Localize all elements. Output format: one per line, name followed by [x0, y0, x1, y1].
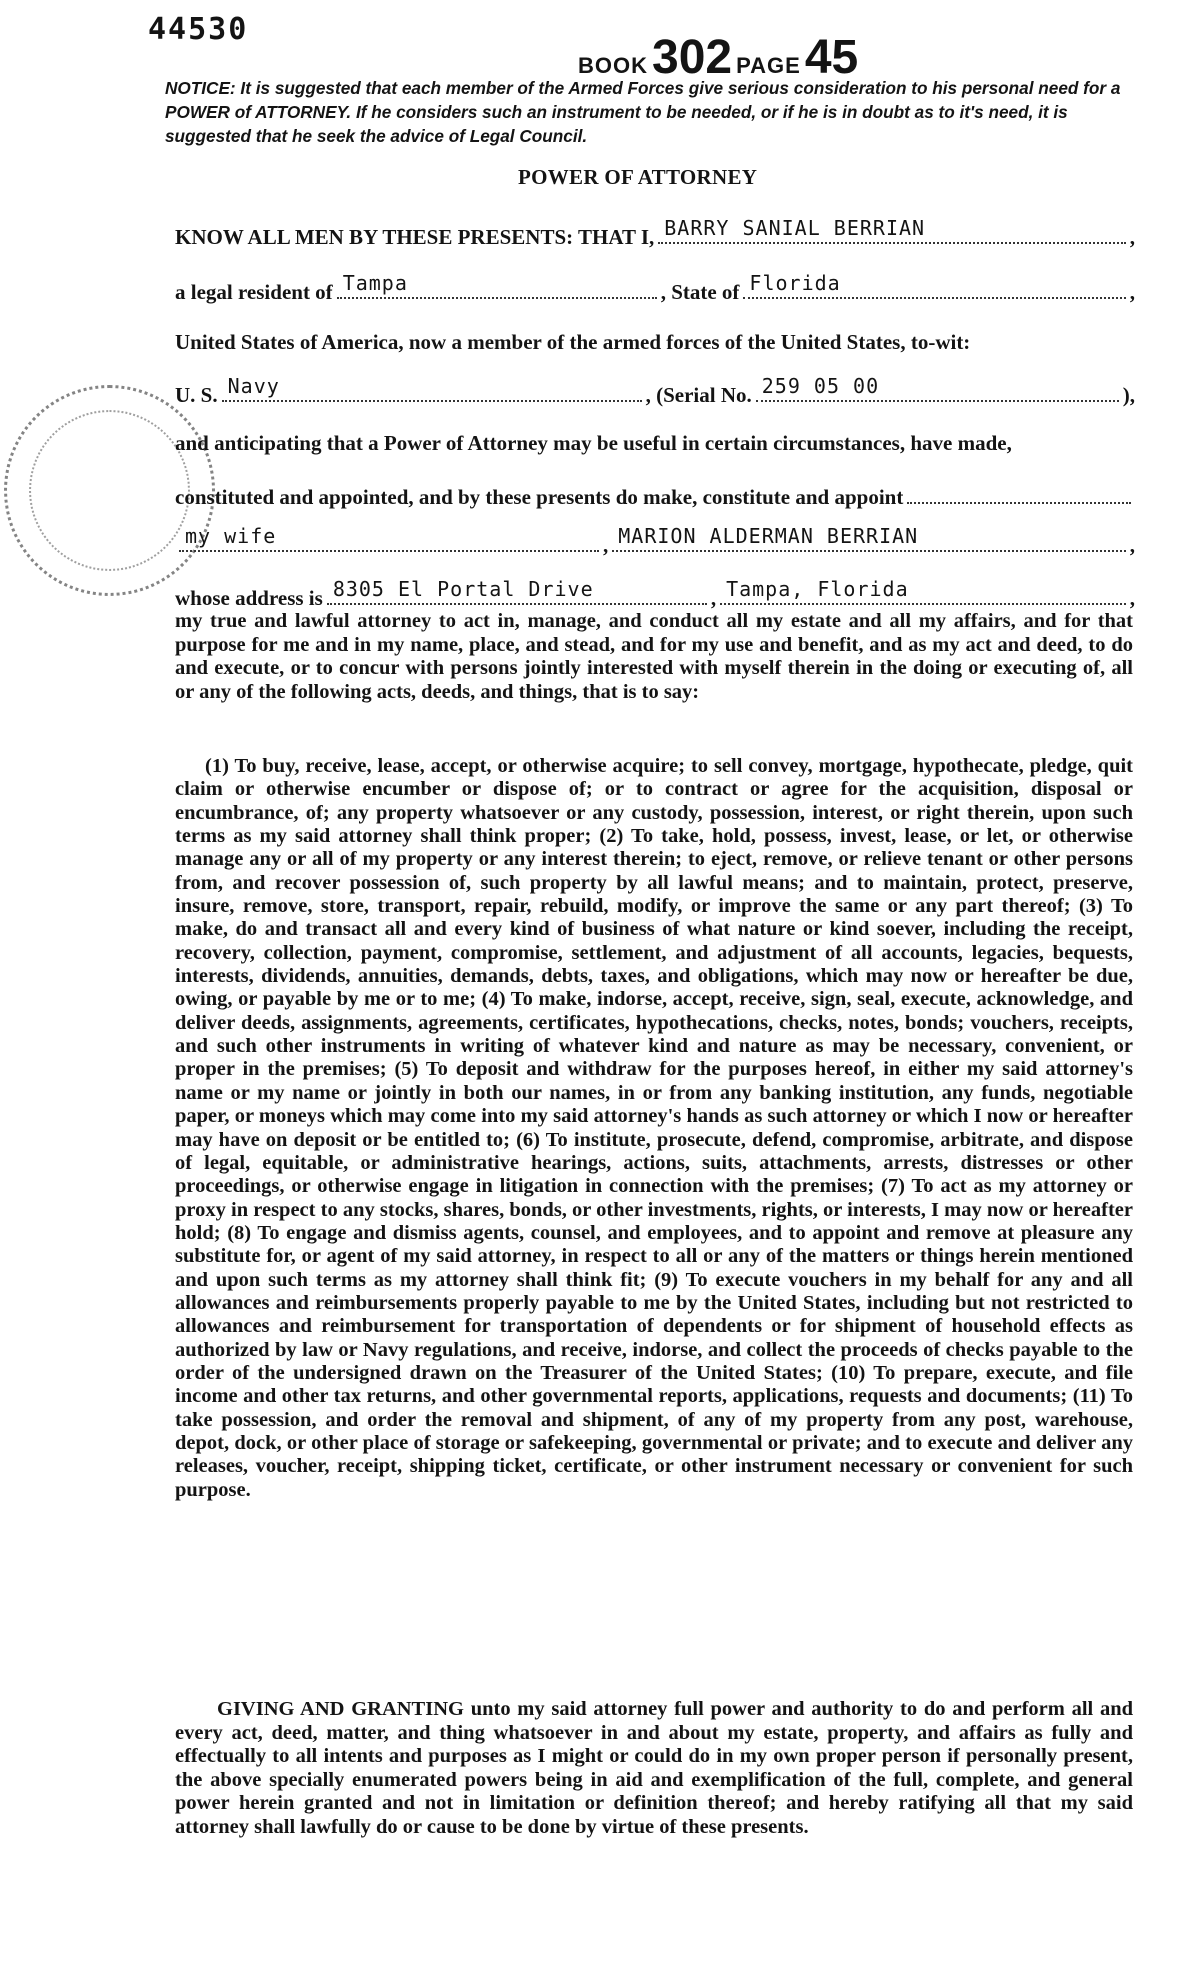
address-city-field	[720, 577, 1126, 605]
state-label: , State of	[660, 280, 740, 304]
anticipating-line	[175, 431, 1135, 456]
service-line	[175, 374, 1135, 408]
intro-paragraph: my true and lawful attorney to act in, manage, and conduct all my estate and all my affairs, and for that purpose for me and in my name, place, and stead, and for my use and benefit, and as my act and deed, to do and execute, or to concur with persons jointly interested with myself therein in the doing or executing of, all or any of the following acts, deeds, and things, that is to say:	[175, 610, 1133, 703]
instrument-number: 44530	[148, 12, 249, 47]
state-field	[743, 271, 1125, 299]
branch-field	[222, 374, 642, 402]
city-field	[337, 271, 657, 299]
attorney-street: 8305 El Portal Drive	[332, 577, 594, 601]
residence-state: Florida	[749, 271, 841, 295]
armed-forces-text: United States of America, now a member of the armed forces of the United States, to-wit:	[175, 330, 971, 354]
appoint-fill	[907, 482, 1131, 504]
relation-field	[179, 524, 599, 552]
document-title: POWER OF ATTORNEY	[518, 165, 758, 189]
appoint-text: constituted and appointed, and by these presents do make, constitute and appoint	[175, 485, 904, 509]
attorney-line: my wife , MARION ALDERMAN BERRIAN ,	[175, 530, 1135, 558]
grantor-label: KNOW ALL MEN BY THESE PRESENTS: THAT I,	[175, 225, 655, 249]
serial-number: 259 05 00	[761, 374, 880, 398]
residence-city: Tampa	[342, 271, 408, 295]
grantor-name-field	[658, 216, 1125, 244]
attorney-city: Tampa, Florida	[726, 577, 909, 601]
residence-line: a legal resident of Tampa , State of Florida ,	[175, 271, 1135, 304]
anticipating-text: and anticipating that a Power of Attorney may be useful in certain circumstances, have made,	[175, 431, 1012, 455]
page-number: 45	[804, 31, 859, 84]
notice-text: NOTICE: It is suggested that each member of the Armed Forces give serious consideration to his personal need for a POWER of ATTORNEY. If he considers such an instrument to be needed, or if he is in doubt as to it's need, it is suggested that he seek the advice of Legal Council.	[165, 78, 1121, 146]
us-label: U. S.	[175, 383, 218, 407]
address-label: whose address is	[175, 586, 323, 610]
book-label: BOOK	[578, 53, 648, 78]
attorney-relation: my wife	[185, 524, 277, 548]
grantor-name: BARRY SANIAL BERRIAN	[664, 216, 926, 240]
armed-forces-line	[175, 330, 1135, 355]
page-label: PAGE	[736, 53, 801, 78]
street-field	[327, 577, 707, 605]
residence-label: a legal resident of	[175, 280, 333, 304]
book-number: 302	[652, 31, 733, 84]
attorney-name: MARION ALDERMAN BERRIAN	[618, 524, 919, 548]
serial-label: , (Serial No.	[645, 383, 752, 407]
grantor-line: KNOW ALL MEN BY THESE PRESENTS: THAT I, BARRY SANIAL BERRIAN ,	[175, 216, 1135, 249]
serial-field	[756, 374, 1119, 402]
enumerated-powers-paragraph: (1) To buy, receive, lease, accept, or otherwise acquire; to sell convey, mortgage, hypothecate, pledge, quit claim or otherwise encumber or dispose of; or to contract or agree for the acquisition, disposal or encumbrance, of; any property whatsoever or any custody, possession, interest, or right therein, upon such terms as my said attorney shall think proper; (2) To take, hold, possess, invest, lease, or let, or otherwise manage any or all of my property or any interest therein; to eject, remove, or relieve tenant or other persons from, and recover possession of, such property by all lawful means; and to maintain, protect, preserve, insure, remove, store, transport, repair, rebuild, modify, or improve the same or any part thereof; (3) To make, do and transact all and every kind of business of what nature or kind soever, including the receipt, recovery, collection, payment, compromise, settlement, and adjustment of all accounts, legacies, bequests, interests, dividends, annuities, demands, debts, taxes, and obligations, which may now or hereafter be due, owing, or payable by me or to me; (4) To make, indorse, accept, receive, sign, seal, execute, acknowledge, and deliver deeds, assignments, agreements, certificates, hypothecations, checks, notes, bonds; vouchers, receipts, and such other instruments in writing of whatever kind and nature as may be necessary, convenient, or proper in the premises; (5) To deposit and withdraw for the purposes hereof, in either my said attorney's name or my name or jointly in both our names, in or from any banking institution, any funds, negotiable paper, or moneys which may come into my said attorney's hands as such attorney or which I now or hereafter may have on deposit or be entitled to; (6) To institute, prosecute, defend, compromise, arbitrate, and dispose of legal, equitable, or administrative hearings, actions, suits, attachments, arrests, distresses or other proceedings, or otherwise engage in litigation in connection with the premises; (7) To act as my attorney or proxy in respect to any stocks, shares, bonds, or other investments, rights, or interests, I may now or hereafter hold; (8) To engage and dismiss agents, counsel, and employees, and to appoint and remove at pleasure any substitute for, or agent of my said attorney, in respect to all or any of the matters or things herein mentioned and upon such terms as my attorney shall think fit; (9) To execute vouchers in my behalf for any and all allowances and reimbursements properly payable to me by the United States, including but not restricted to allowances and reimbursement for transportation of dependents or for shipment of household effects as authorized by law or Navy regulations, and receive, indorse, and collect the proceeds of checks payable to the order of the undersigned drawn on the Treasurer of the United States; (10) To prepare, execute, and file income and other tax returns, and other governmental reports, applications, requests and documents; (11) To take possession, and order the removal and shipment, of any of my property from any post, warehouse, depot, dock, or other place of storage or safekeeping, governmental or private; and to execute and deliver any releases, voucher, receipt, shipping ticket, certificate, or other instrument necessary or convenient for such purpose.	[175, 755, 1133, 1501]
service-branch: Navy	[227, 374, 280, 398]
serial-close: ),	[1122, 383, 1135, 407]
address-line: whose address is 8305 El Portal Drive , Tampa, Florida ,	[175, 577, 1135, 610]
granting-paragraph: GIVING AND GRANTING unto my said attorney full power and authority to do and perform all and every act, deed, matter, and thing whatsoever in and about my estate, property, and affairs as fully and effectually to all intents and purposes as I might or could do in my own proper person if personally present, the above specially enumerated powers being in aid and exemplification of the full, complete, and general power herein granted and not in limitation or definition thereof; and hereby ratifying all that my said attorney shall lawfully do or cause to be done by virtue of these presents.	[175, 1698, 1133, 1838]
attorney-name-field	[612, 524, 1126, 552]
appoint-line	[175, 482, 1135, 510]
